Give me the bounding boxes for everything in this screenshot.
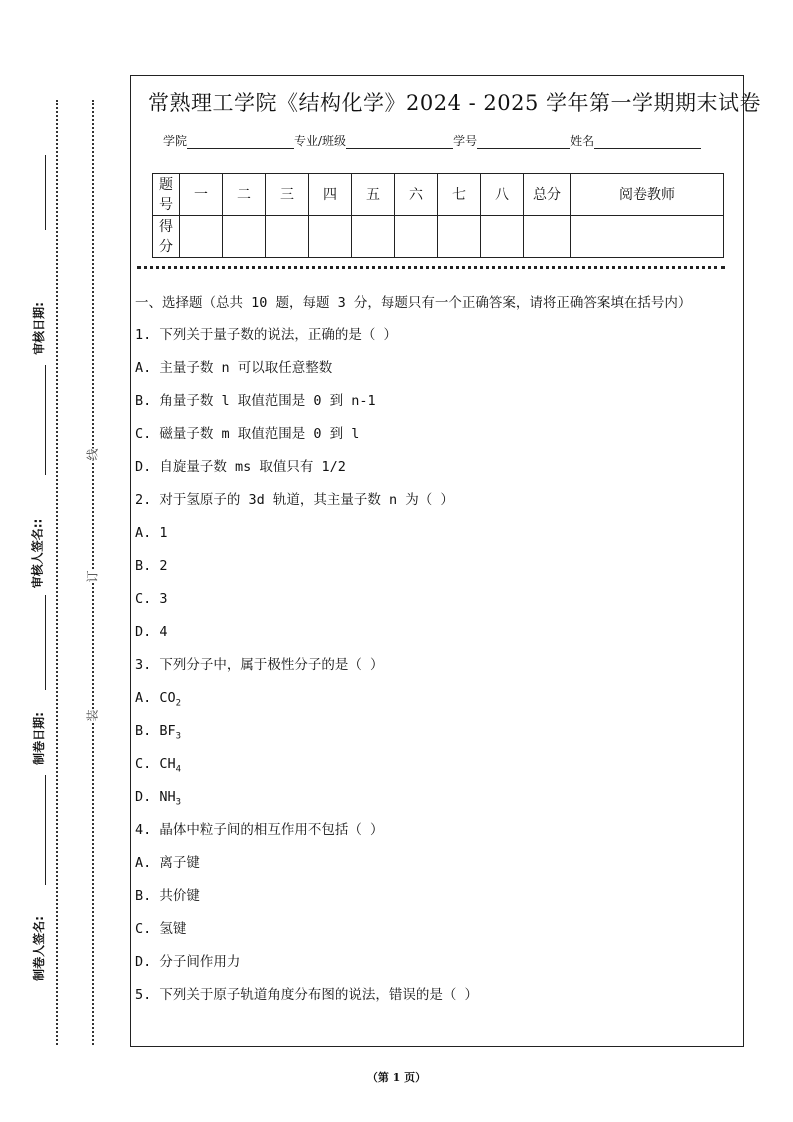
- answer-option: [135, 688, 735, 721]
- header-cell: 二: [223, 174, 266, 216]
- page-number: （第 1 页）: [366, 1071, 427, 1084]
- score-cell[interactable]: [524, 216, 571, 258]
- score-cell[interactable]: [266, 216, 309, 258]
- header-cell: 一: [180, 174, 223, 216]
- question-text: D. 自旋量子数 ms 取值只有 1/2: [135, 459, 346, 475]
- answer-option: [135, 424, 735, 457]
- page-title: 常熟理工学院《结构化学》2024 - 2025 学年第一学期期末试卷: [148, 91, 762, 115]
- score-table: [152, 173, 724, 258]
- subscript: 2: [175, 698, 182, 709]
- question-text: D. NH: [135, 789, 176, 805]
- question-text: B. 2: [135, 558, 168, 574]
- question-text: B. 角量子数 l 取值范围是 0 到 n-1: [135, 393, 376, 409]
- make-date-label: 制卷日期:: [31, 712, 46, 765]
- question-text: B. BF: [135, 723, 176, 739]
- subscript: 3: [175, 731, 182, 742]
- row-label-cell: 得分: [153, 216, 180, 258]
- question-text: D. 分子间作用力: [135, 954, 241, 970]
- question-list: [135, 292, 735, 1018]
- question-text: B. 共价键: [135, 888, 200, 904]
- answer-option: [135, 391, 735, 424]
- question-text: A. 1: [135, 525, 168, 541]
- student-info-row: [163, 132, 701, 149]
- maker-sign-underline: [45, 775, 46, 885]
- answer-option: [135, 853, 735, 886]
- answer-option: [135, 589, 735, 622]
- binding-mark-line: 线: [85, 448, 100, 461]
- header-cell: 七: [438, 174, 481, 216]
- score-cell[interactable]: [481, 216, 524, 258]
- question-text: 一、选择题（总共 10 题，每题 3 分，每题只有一个正确答案，请将正确答案填在括号内）: [135, 295, 692, 311]
- answer-option: [135, 523, 735, 556]
- question-text: 3. 下列分子中，属于极性分子的是（ ）: [135, 657, 384, 673]
- question-text: 4. 晶体中粒子间的相互作用不包括（ ）: [135, 822, 384, 838]
- question-text: C. 磁量子数 m 取值范围是 0 到 l: [135, 426, 360, 442]
- header-cell: 三: [266, 174, 309, 216]
- question-stem: [135, 325, 735, 358]
- review-date-label: 审核日期:: [31, 302, 46, 355]
- header-cell: 阅卷教师: [571, 174, 724, 216]
- answer-option: [135, 919, 735, 952]
- question-text: A. 离子键: [135, 855, 200, 871]
- name-field[interactable]: [594, 136, 701, 149]
- answer-option: [135, 622, 735, 655]
- question-stem: [135, 655, 735, 688]
- question-text: C. 3: [135, 591, 168, 607]
- answer-option: [135, 556, 735, 589]
- score-table-header-row: [153, 174, 724, 216]
- header-cell: 五: [352, 174, 395, 216]
- header-cell: 四: [309, 174, 352, 216]
- college-field[interactable]: [187, 136, 294, 149]
- question-text: A. CO: [135, 690, 176, 706]
- reviewer-sign-label: 审核人签名::: [30, 518, 45, 589]
- answer-option: [135, 952, 735, 985]
- question-stem: [135, 490, 735, 523]
- question-text: D. 4: [135, 624, 168, 640]
- review-date-underline: [45, 155, 46, 230]
- score-cell[interactable]: [395, 216, 438, 258]
- question-text: 5. 下列关于原子轨道角度分布图的说法，错误的是（ ）: [135, 987, 479, 1003]
- binding-mark-ding: 订: [85, 570, 100, 583]
- answer-option: [135, 721, 735, 754]
- section-divider: [137, 266, 725, 269]
- score-cell[interactable]: [223, 216, 266, 258]
- question-text: A. 主量子数 n 可以取任意整数: [135, 360, 333, 376]
- student-id-field[interactable]: [477, 136, 570, 149]
- question-text: C. 氢键: [135, 921, 187, 937]
- name-label: 姓名: [570, 134, 595, 148]
- answer-option: [135, 886, 735, 919]
- score-cell[interactable]: [180, 216, 223, 258]
- reviewer-sign-underline: [45, 365, 46, 475]
- header-cell: 六: [395, 174, 438, 216]
- question-text: C. CH: [135, 756, 176, 772]
- answer-option: [135, 787, 735, 820]
- question-stem: [135, 820, 735, 853]
- score-cell[interactable]: [352, 216, 395, 258]
- subscript: 4: [175, 764, 182, 775]
- section-heading: [135, 292, 735, 314]
- binding-mark-zhuang: 装: [85, 709, 100, 722]
- binding-dotted-line-outer: [56, 100, 58, 1045]
- answer-option: [135, 358, 735, 391]
- answer-option: [135, 457, 735, 490]
- question-text: 1. 下列关于量子数的说法，正确的是（ ）: [135, 327, 398, 343]
- score-table-score-row: [153, 216, 724, 258]
- question-text: 2. 对于氢原子的 3d 轨道，其主量子数 n 为（ ）: [135, 492, 454, 508]
- answer-option: [135, 754, 735, 787]
- subscript: 3: [175, 797, 182, 808]
- header-cell: 题号: [153, 174, 180, 216]
- major-field[interactable]: [346, 136, 453, 149]
- maker-sign-label: 制卷人签名:: [31, 916, 46, 981]
- score-cell[interactable]: [309, 216, 352, 258]
- header-cell: 总分: [524, 174, 571, 216]
- make-date-underline: [45, 595, 46, 690]
- college-label: 学院: [163, 134, 188, 148]
- score-cell[interactable]: [571, 216, 724, 258]
- question-stem: [135, 985, 735, 1018]
- score-cell[interactable]: [438, 216, 481, 258]
- student-id-label: 学号: [453, 134, 478, 148]
- major-label: 专业/班级: [294, 134, 347, 148]
- header-cell: 八: [481, 174, 524, 216]
